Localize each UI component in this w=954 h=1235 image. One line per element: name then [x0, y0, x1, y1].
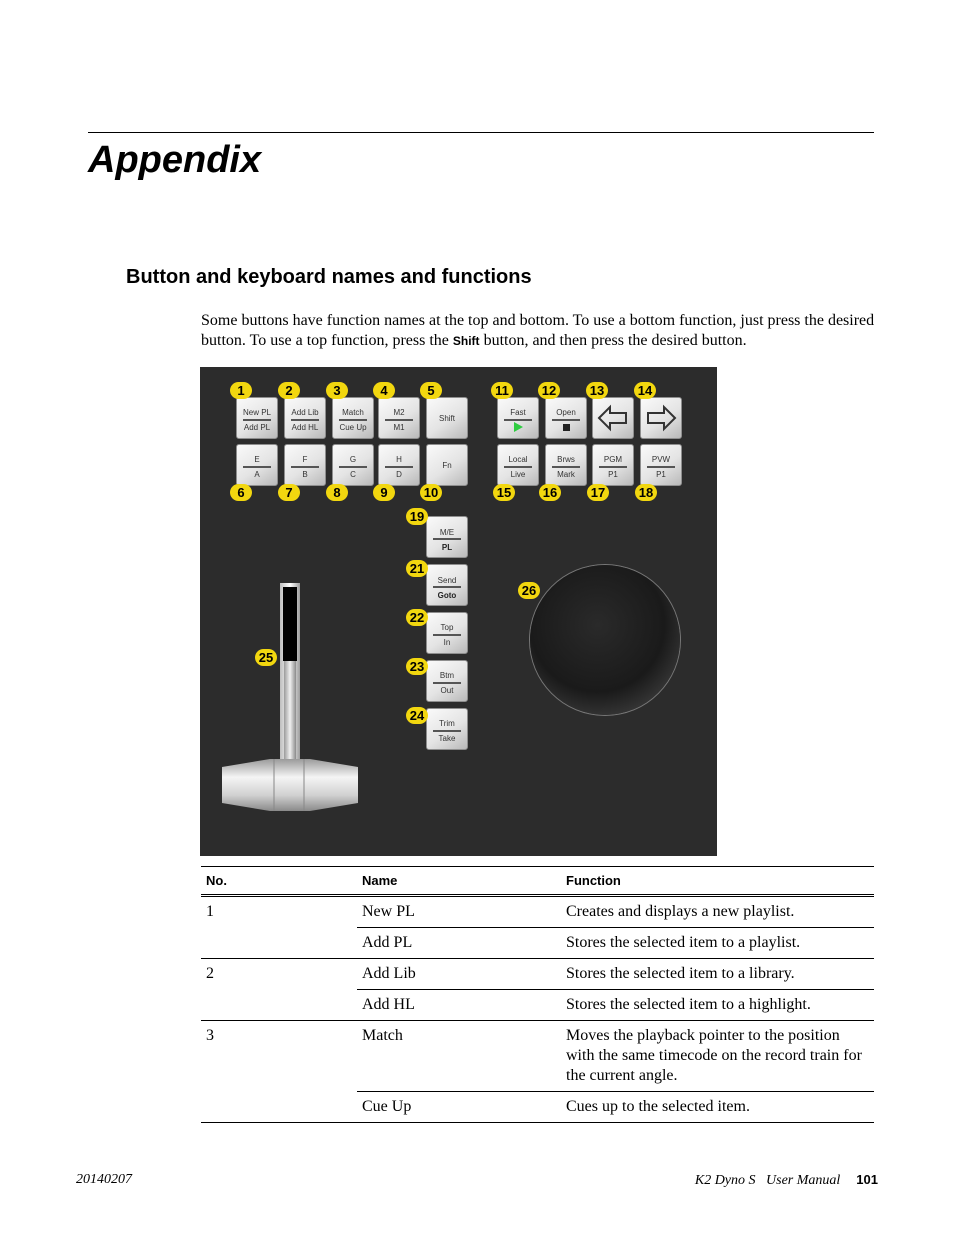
- key-top-label: M2: [393, 408, 405, 417]
- button-functions-table: [201, 866, 874, 1123]
- callout-badge: 18: [635, 484, 657, 501]
- callout-badge: 10: [420, 484, 442, 501]
- key-h: [378, 444, 420, 486]
- cell-name: Add HL: [357, 990, 561, 1021]
- key-top-label: Brws: [557, 455, 575, 464]
- key-top-label: Fast: [510, 408, 526, 417]
- key-bottom-label: Goto: [437, 591, 457, 600]
- cell-no: [201, 990, 357, 1021]
- key-top-label: Send: [437, 576, 457, 585]
- cell-name: Add PL: [357, 928, 561, 959]
- callout-badge: 8: [326, 484, 348, 501]
- callout-badge: 4: [373, 382, 395, 399]
- fader-fill: [283, 587, 297, 661]
- callout-badge: 24: [406, 707, 428, 724]
- cell-no: [201, 928, 357, 959]
- key-bottom-label: Add PL: [243, 423, 271, 432]
- cell-name: Match: [357, 1021, 561, 1092]
- cell-name: Cue Up: [357, 1092, 561, 1123]
- callout-badge: 5: [420, 382, 442, 399]
- key-bottom-label: PL: [441, 543, 453, 552]
- callout-badge: 25: [255, 649, 277, 666]
- key-open: [545, 397, 587, 439]
- key-me: [426, 516, 468, 558]
- key-bottom-label: C: [350, 470, 356, 479]
- key-bottom-label: Cue Up: [339, 423, 367, 432]
- key-fast: [497, 397, 539, 439]
- key-top-label: H: [396, 455, 402, 464]
- callout-badge: 15: [493, 484, 515, 501]
- table-row: [201, 928, 874, 959]
- key-m2: [378, 397, 420, 439]
- key-bottom-label: P1: [608, 470, 618, 479]
- cell-function: Cues up to the selected item.: [561, 1092, 874, 1123]
- key-pgm: [592, 444, 634, 486]
- callout-badge: 21: [406, 560, 428, 577]
- key-match: [332, 397, 374, 439]
- cell-function: Creates and displays a new playlist.: [561, 896, 874, 928]
- key-arrow-right: [640, 397, 682, 439]
- key-top-label: PGM: [603, 455, 623, 464]
- key-brws: [545, 444, 587, 486]
- controller-panel-figure: [200, 367, 717, 856]
- stop-icon: [563, 424, 570, 431]
- footer-manual-title: K2 Dyno S User Manual: [694, 1173, 841, 1188]
- key-bottom-label: M1: [393, 423, 405, 432]
- key-top-label: Open: [556, 408, 576, 417]
- key-new-pl: [236, 397, 278, 439]
- key-arrow-left: [592, 397, 634, 439]
- key-label: Fn: [442, 461, 452, 470]
- column-header-name: Name: [357, 867, 561, 896]
- key-top-label: Local: [508, 455, 528, 464]
- arrow-left-icon: [597, 404, 629, 432]
- key-bottom-label: Live: [510, 470, 526, 479]
- jog-wheel: [530, 565, 680, 715]
- cell-no: 3: [201, 1021, 357, 1092]
- key-top-label: Add Lib: [291, 408, 319, 417]
- key-bottom-label: P1: [656, 470, 666, 479]
- page-number: 101: [856, 1172, 878, 1187]
- key-shift: [426, 397, 468, 439]
- column-header-no: No.: [201, 867, 357, 896]
- callout-badge: 7: [278, 484, 300, 501]
- key-top-label: E: [254, 455, 260, 464]
- fader-handle: [222, 759, 358, 811]
- callout-badge: 16: [539, 484, 561, 501]
- callout-badge: 6: [230, 484, 252, 501]
- callout-badge: 9: [373, 484, 395, 501]
- key-top-label: M/E: [439, 528, 455, 537]
- fader-stem: [284, 661, 296, 761]
- cell-function: Stores the selected item to a library.: [561, 959, 874, 990]
- callout-badge: 13: [586, 382, 608, 399]
- callout-badge: 3: [326, 382, 348, 399]
- callout-badge: 26: [518, 582, 540, 599]
- table-row: [201, 896, 874, 928]
- key-bottom-label: Take: [438, 734, 456, 743]
- key-label: Shift: [438, 414, 455, 423]
- callout-badge: 14: [634, 382, 656, 399]
- cell-no: 2: [201, 959, 357, 990]
- top-rule: [88, 132, 874, 133]
- key-fn: [426, 444, 468, 486]
- intro-text-1: Some buttons have function names at the top and bottom. To use a bottom function, just press the desired button. To use a top function, press the: [201, 312, 875, 349]
- key-bottom-label: D: [396, 470, 402, 479]
- intro-paragraph: [201, 311, 881, 351]
- footer-date: 20140207: [76, 1172, 132, 1187]
- cell-function: Stores the selected item to a playlist.: [561, 928, 874, 959]
- key-top: [426, 612, 468, 654]
- cell-no: [201, 1092, 357, 1123]
- intro-text-2: button, and then press the desired button.: [479, 332, 747, 349]
- callout-badge: 22: [406, 609, 428, 626]
- key-bottom-label: Add HL: [291, 423, 319, 432]
- key-g: [332, 444, 374, 486]
- table-row: [201, 1021, 874, 1092]
- key-send: [426, 564, 468, 606]
- key-bottom-label: Mark: [557, 470, 575, 479]
- key-pvw: [640, 444, 682, 486]
- key-e: [236, 444, 278, 486]
- callout-badge: 2: [278, 382, 300, 399]
- key-f: [284, 444, 326, 486]
- table-row: [201, 959, 874, 990]
- key-bottom-label: B: [302, 470, 308, 479]
- cell-function: Stores the selected item to a highlight.: [561, 990, 874, 1021]
- key-add-lib: [284, 397, 326, 439]
- chapter-title: Appendix: [88, 139, 262, 181]
- key-bottom-label: A: [254, 470, 260, 479]
- key-top-label: Trim: [439, 719, 455, 728]
- callout-badge: 12: [538, 382, 560, 399]
- callout-badge: 19: [406, 508, 428, 525]
- column-header-function: Function: [561, 867, 874, 896]
- footer-manual: [695, 1171, 878, 1190]
- key-top-label: Btm: [439, 671, 455, 680]
- callout-badge: 11: [491, 382, 513, 399]
- key-top-label: Top: [440, 623, 454, 632]
- key-top-label: Match: [342, 408, 364, 417]
- key-bottom-label: Out: [440, 686, 454, 695]
- key-trim: [426, 708, 468, 750]
- arrow-right-icon: [645, 404, 677, 432]
- key-top-label: F: [302, 455, 308, 464]
- section-title: Button and keyboard names and functions: [126, 266, 532, 288]
- cell-no: 1: [201, 896, 357, 928]
- callout-badge: 1: [230, 382, 252, 399]
- key-top-label: G: [349, 455, 357, 464]
- callout-badge: 17: [587, 484, 609, 501]
- cell-name: New PL: [357, 896, 561, 928]
- cell-function: Moves the playback pointer to the position with the same timecode on the record train for the current angle.: [561, 1021, 874, 1092]
- play-icon: [514, 422, 523, 432]
- key-bottom-label: In: [443, 638, 451, 647]
- table-row: [201, 1092, 874, 1123]
- cell-name: Add Lib: [357, 959, 561, 990]
- key-btm: [426, 660, 468, 702]
- table-header-row: [201, 867, 874, 896]
- key-top-label: New PL: [242, 408, 271, 417]
- shift-keyword: Shift: [452, 334, 480, 348]
- callout-badge: 23: [406, 658, 428, 675]
- table-row: [201, 990, 874, 1021]
- key-top-label: PVW: [651, 455, 671, 464]
- key-local: [497, 444, 539, 486]
